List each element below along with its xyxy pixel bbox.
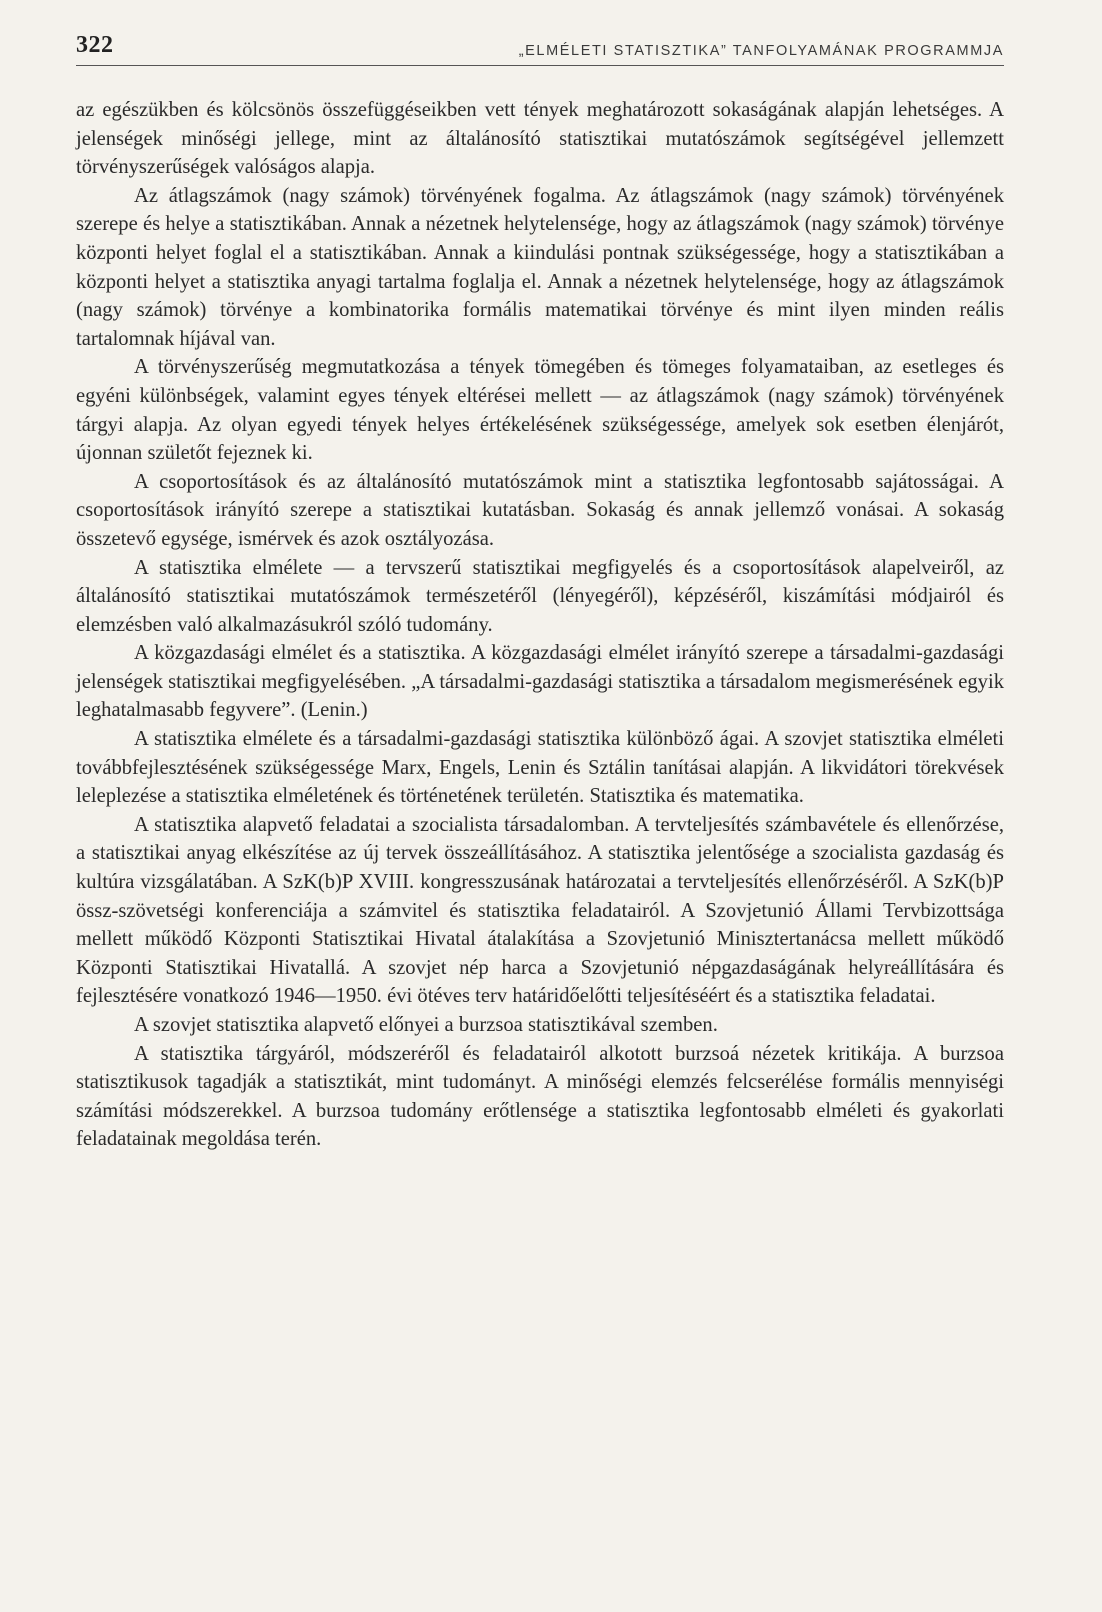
paragraph-law-of-averages: Az átlagszámok (nagy számok) törvényének fogalma. Az átlagszámok (nagy számok) törvényének szerepe és helye a statisztikában. Annak a nézetnek helytelensége, hogy az átlagszámok (nagy számok) törvénye központi helyet foglal el a statisztikában. Annak a kiindulási pontnak szükségessége, hogy a statisztikában a központi helyet a statisztika anyagi tartalma foglalja el. Annak a nézetnek helytelensége, hogy az átlagszámok (nagy számok) törvénye a kombinatorika formális matematikai törvénye és mint ilyen minden reális tartalomnak híjával van.	[76, 184, 1004, 350]
page-number: 322	[76, 32, 114, 58]
paragraph-advantages: A szovjet statisztika alapvető előnyei a burzsoa statisztikával szemben.	[134, 1014, 718, 1036]
running-title: „ELMÉLETI STATISZTIKA” TANFOLYAMÁNAK PROGRAMMJA	[518, 43, 1004, 59]
page-header	[76, 32, 1004, 66]
paragraph-critique: A statisztika tárgyáról, módszeréről és feladatairól alkotott burzsoá nézetek kritikája. A burzsoa statisztikusok tagadják a statisztikát, mint tudományt. A minőségi elemzés felcserélése formális mennyiségi számítási módszerekkel. A burzsoa tudomány erőtlensége a statisztika legfontosabb elméleti és gyakorlati feladatainak megoldása terén.	[76, 1042, 1004, 1151]
paragraph-tasks: A statisztika alapvető feladatai a szocialista társadalomban. A tervteljesítés számbavétele és ellenőrzése, a statisztikai anyag elkészítése az új tervek összeállításához. A statisztika jelentősége a szocialista gazdaság és kultúra vizsgálatában. A SzK(b)P XVIII. kongresszusának határozatai a tervteljesítés ellenőrzéséről. A SzK(b)P össz-szövetségi konferenciája a számvitel és statisztika feladatairól. A Szovjetunió Állami Tervbizottsága mellett működő Központi Statisztikai Hivatal átalakítása a Szovjetunió Minisztertanácsa mellett működő Központi Statisztikai Hivatallá. A szovjet nép harca a Szovjetunió népgazdaságának helyreállítására és fejlesztésére vonatkozó 1946—1950. évi ötéves terv határidőelőtti teljesítéséért és a statisztika feladatai.	[76, 813, 1004, 1008]
paragraph-economic-theory: A közgazdasági elmélet és a statisztika. A közgazdasági elmélet irányító szerepe a társadalmi-gazdasági jelenségek statisztikai megfigyelésében. „A társadalmi-gazdasági statisztika a társadalom megismerésének egyik leghatalmasabb fegyvere”. (Lenin.)	[76, 642, 1004, 722]
paragraph-continuation: az egészükben és kölcsönös összefüggéseikben vett tények meghatározott sokaságának alapján lehetséges. A jelenségek minőségi jellege, mint az általánosító statisztikai mutatószámok segítségével jellemzett törvényszerűségek valóságos alapja.	[76, 99, 1004, 179]
paragraph-theory-definition: A statisztika elmélete — a tervszerű statisztikai megfigyelés és a csoportosítások alapelveiről, az általánosító statisztikai mutatószámok természetéről (lényegéről), képzéséről, kiszámítási módjairól és elemzésben való alkalmazásukról szóló tudomány.	[76, 556, 1004, 636]
paragraph-regularity: A törvényszerűség megmutatkozása a tények tömegében és tömeges folyamataiban, az esetleges és egyéni különbségek, valamint egyes tények eltérései mellett — az átlagszámok (nagy számok) törvényének tárgyi alapja. Az olyan egyedi tények helyes értékelésének szükségessége, amelyek sok esetben élenjárót, újonnan születőt fejeznek ki.	[76, 356, 1004, 465]
paragraph-groupings: A csoportosítások és az általánosító mutatószámok mint a statisztika legfontosabb sajátosságai. A csoportosítások irányító szerepe a statisztikai kutatásban. Sokaság és annak jellemző vonásai. A sokaság összetevő egysége, ismérvek és azok osztályozása.	[76, 470, 1004, 550]
paragraph-branches: A statisztika elmélete és a társadalmi-gazdasági statisztika különböző ágai. A szovjet statisztika elméleti továbbfejlesztésének szükségessége Marx, Engels, Lenin és Sztálin tanításai alapján. A likvidátori törekvések leleplezése a statisztika elméletének és történetének területén. Statisztika és matematika.	[76, 728, 1004, 808]
body-text	[76, 96, 1004, 1154]
